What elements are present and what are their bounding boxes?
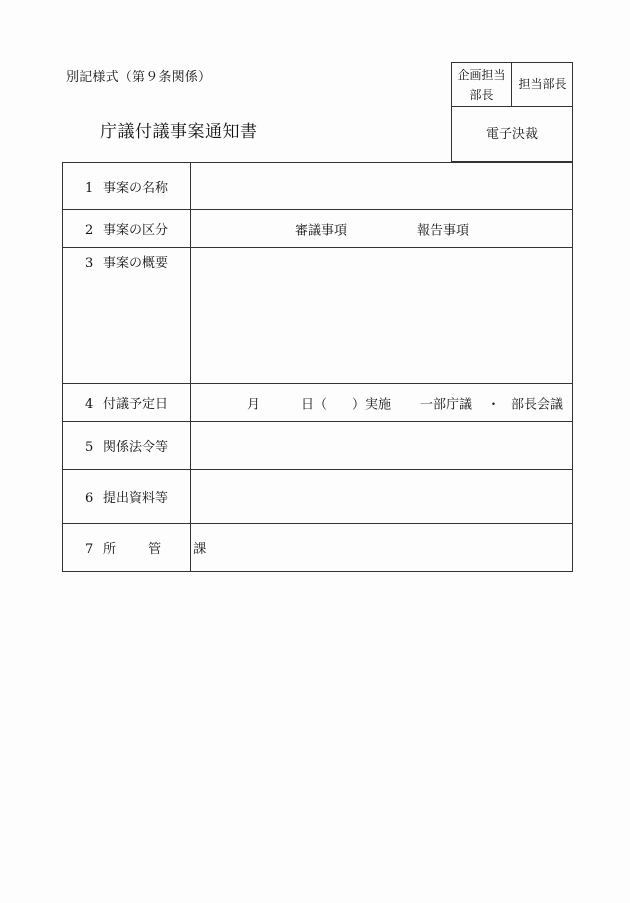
table-row (63, 384, 573, 422)
row-label (63, 524, 221, 572)
category-field (191, 210, 573, 248)
table-row (63, 524, 573, 572)
schedule-field (191, 384, 573, 422)
row-label-text: 関係法令等 (103, 440, 169, 455)
laws-field[interactable] (191, 422, 573, 470)
document-title: 庁議付議事案通知書 (100, 122, 258, 142)
table-row (63, 422, 573, 470)
approval-cell-planning-director (452, 63, 511, 106)
name-field[interactable] (191, 163, 573, 210)
row-number: 6 (85, 491, 94, 506)
approval-cell-electronic: 電子決裁 (485, 127, 538, 142)
table-row (63, 210, 573, 248)
row-number: 7 (85, 542, 94, 557)
meeting-option-directors[interactable]: 部長会議 (511, 397, 564, 412)
row-number: 2 (85, 223, 94, 238)
row-number: 4 (85, 397, 94, 412)
row-label-text: 事案の名称 (103, 180, 169, 196)
row-number: 3 (85, 256, 94, 271)
schedule-close: ）実施 (352, 397, 392, 412)
approval-box (451, 62, 573, 162)
table-row (63, 248, 573, 384)
row-number: 1 (85, 180, 94, 196)
row-label (63, 384, 191, 422)
category-option-report[interactable]: 報告事項 (417, 223, 470, 238)
row-label-text: 事案の概要 (103, 256, 169, 271)
row-label-text: 提出資料等 (103, 491, 169, 506)
notice-table (62, 162, 573, 572)
approval-cell-director: 担当部長 (518, 77, 567, 91)
schedule-day: 日（ (301, 397, 328, 412)
row-label (63, 210, 191, 248)
department-field[interactable] (191, 524, 573, 572)
meeting-option-partial[interactable]: 一部庁議 (420, 397, 473, 412)
row-label (63, 248, 191, 384)
materials-field[interactable] (191, 470, 573, 524)
form-note: 別記様式（第９条関係） (66, 70, 212, 85)
row-label (63, 422, 191, 470)
approval-cell-planning-director-line1: 企画担当 (457, 68, 506, 82)
row-number: 5 (85, 440, 94, 455)
row-label-text: 所 管 課 (103, 542, 221, 557)
meeting-separator: ・ (487, 397, 501, 412)
row-label-text: 事案の区分 (103, 223, 169, 238)
row-label (63, 163, 191, 210)
category-option-deliberation[interactable]: 審議事項 (295, 223, 348, 238)
table-row (63, 470, 573, 524)
row-label-text: 付議予定日 (103, 397, 169, 412)
schedule-month: 月 (247, 397, 261, 412)
summary-field[interactable] (191, 248, 573, 384)
table-row (63, 163, 573, 210)
row-label (63, 470, 191, 524)
approval-cell-planning-director-line2: 部長 (469, 88, 494, 102)
